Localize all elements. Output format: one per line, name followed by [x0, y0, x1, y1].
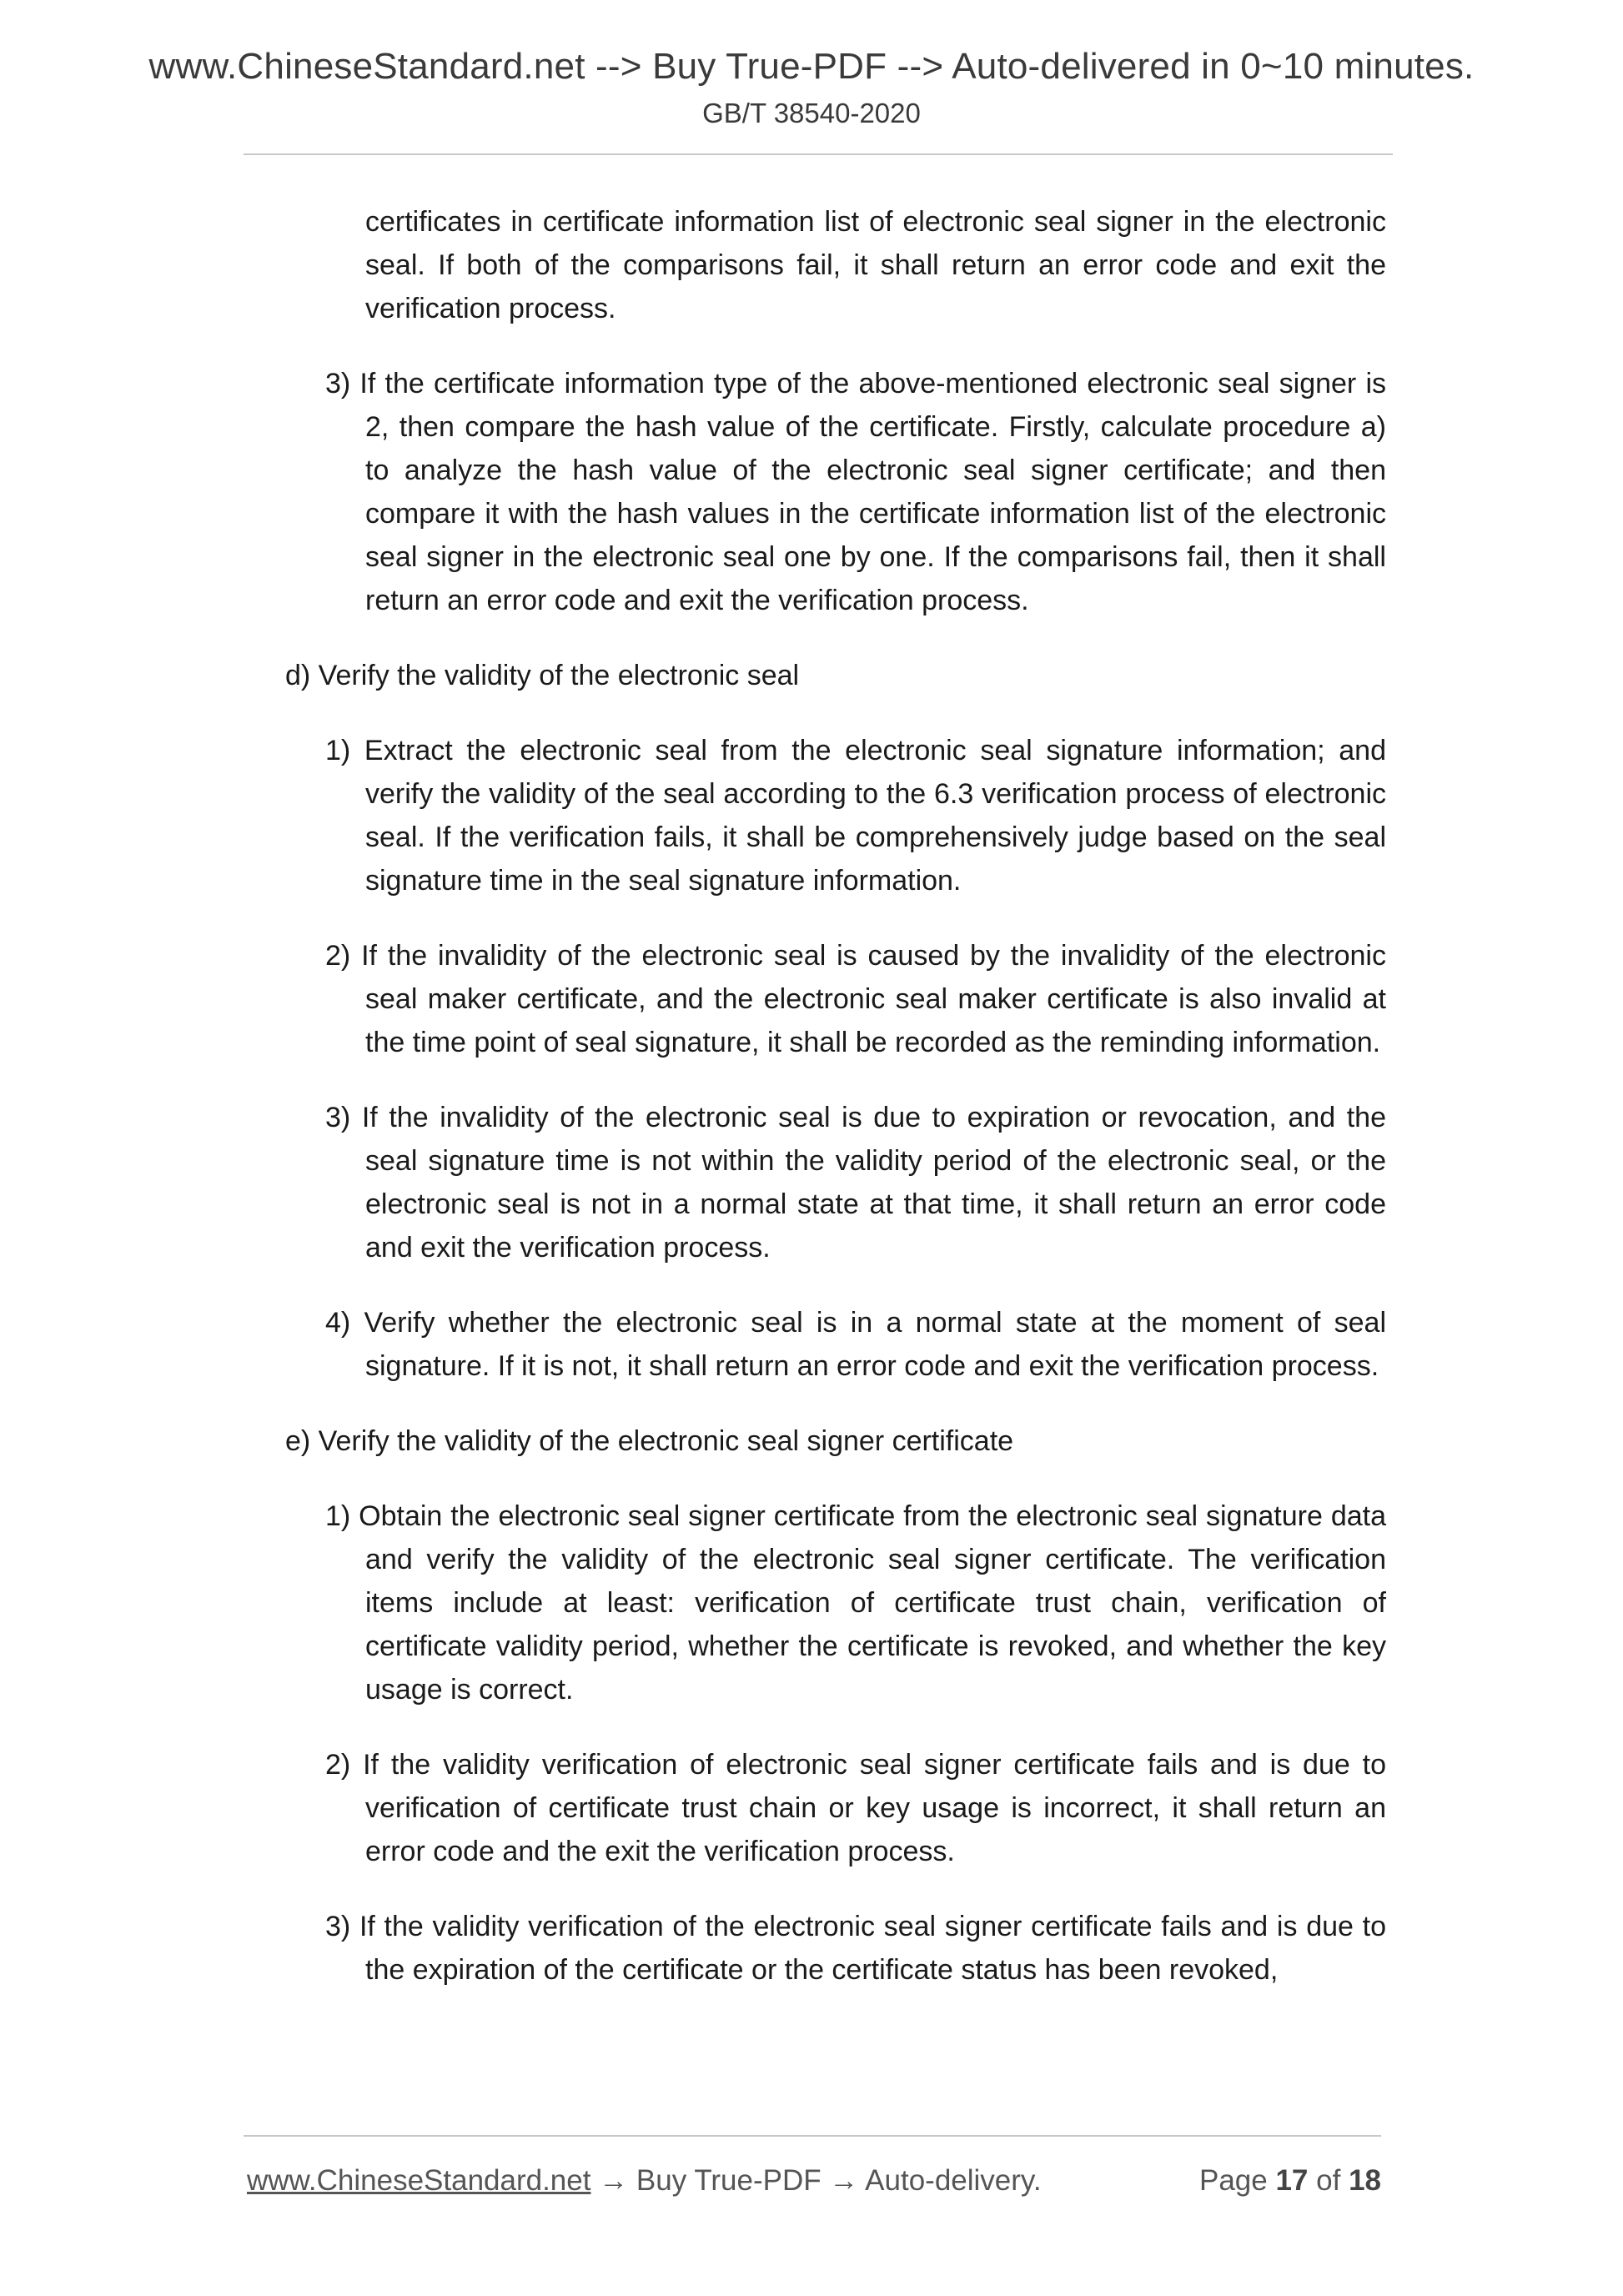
section-heading-d: d) Verify the validity of the electronic seal [285, 660, 800, 691]
page-total: 18 [1349, 2164, 1381, 2197]
list-item-d4: 4) Verify whether the electronic seal is in a normal state at the moment of seal signature. If it is not, it shall return an error code and exit the verification process. [325, 1307, 1386, 1382]
list-item-e2: 2) If the validity verification of electronic seal signer certificate fails and is due to verification of certificate trust chain or key usage is incorrect, it shall return an error code and the exit the verification process. [325, 1749, 1386, 1867]
section-heading-e: e) Verify the validity of the electronic seal signer certificate [285, 1425, 1014, 1457]
page-label: Page [1198, 2164, 1268, 2197]
header-divider [244, 153, 1393, 155]
list-item-c3: 3) If the certificate information type of the above-mentioned electronic seal signer is 2, then compare the hash value of the certificate. Firstly, calculate procedure a) to analyze the hash value of the electronic seal signer certificate; and then compare it with the hash values in the certificate information list of the electronic seal signer in the electronic seal one by one. If the comparisons fail, then it shall return an error code and exit the verification process. [325, 368, 1386, 616]
list-item-d2: 2) If the invalidity of the electronic seal is caused by the invalidity of the electronic seal maker certificate, and the electronic seal maker certificate is also invalid at the time point of seal signature, it shall be recorded as the reminding information. [325, 940, 1386, 1058]
footer-promo [247, 2162, 1042, 2200]
list-item-e3: 3) If the validity verification of the electronic seal signer certificate fails and is due to the expiration of the certificate or the certificate status has been revoked, [325, 1911, 1386, 1986]
list-item-d3: 3) If the invalidity of the electronic seal is due to expiration or revocation, and the seal signature time is not within the validity period of the electronic seal, or the electronic seal is not in a normal state at that time, it shall return an error code and exit the verification process. [325, 1102, 1386, 1264]
footer-promo-text: → Buy True-PDF → Auto-delivery. [590, 2164, 1042, 2197]
document-number: GB/T 38540-2020 [702, 98, 921, 128]
page-current: 17 [1275, 2164, 1309, 2197]
footer-site-link[interactable]: www.ChineseStandard.net [247, 2164, 591, 2197]
page-indicator [1199, 2162, 1381, 2200]
page-of-label: of [1316, 2164, 1341, 2197]
paragraph-continued: certificates in certificate information list of electronic seal signer in the electronic seal. If both of the comparisons fail, it shall return an error code and exit the verification process. [365, 206, 1386, 324]
list-item-e1: 1) Obtain the electronic seal signer certificate from the electronic seal signature data and verify the validity of the electronic seal signer certificate. The verification items include at least: verification of certificate trust chain, verification of certificate validity period, whether the certificate is revoked, and whether the key usage is correct. [325, 1500, 1386, 1706]
site-banner: www.ChineseStandard.net --> Buy True-PDF --> Auto-delivered in 0~10 minutes. [148, 46, 1475, 87]
document-body [0, 200, 1623, 1992]
footer-divider [244, 2135, 1381, 2137]
list-item-d1: 1) Extract the electronic seal from the electronic seal signature information; and verify the validity of the seal according to the 6.3 verification process of electronic seal. If the verification fails, it shall be comprehensively judge based on the seal signature time in the seal signature information. [325, 735, 1386, 897]
